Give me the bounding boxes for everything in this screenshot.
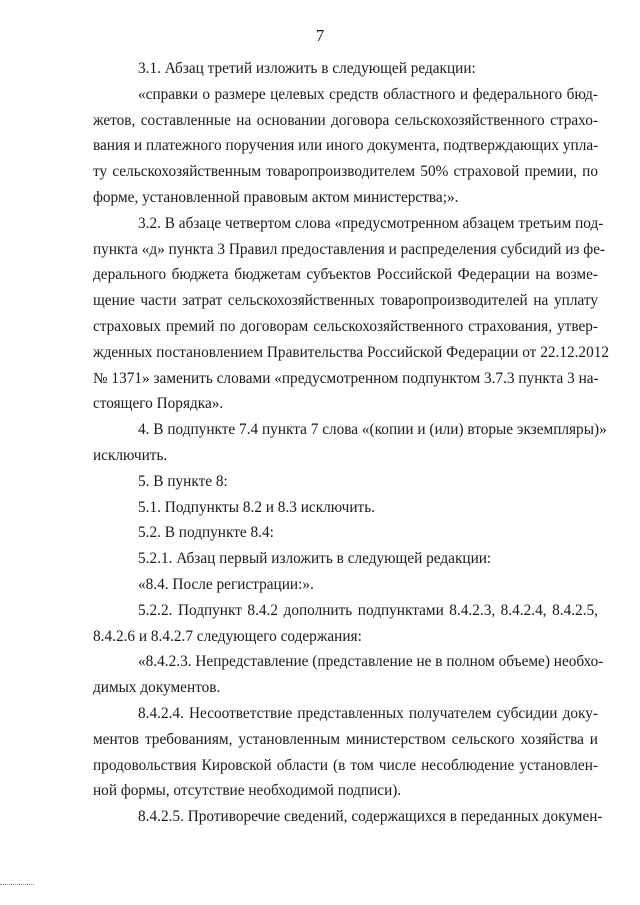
text-line: дерального бюджета бюджетам субъектов Российской Федерации на возме- (93, 266, 598, 284)
text-line: форме, установленной правовым актом министерства;». (93, 188, 459, 206)
text-line: 8.4.2.6 и 8.4.2.7 следующего содержания: (93, 627, 362, 645)
text-line: страховых премий по договорам сельскохозяйственного страхования, утвер- (93, 317, 598, 335)
text-line: 5.2.2. Подпункт 8.4.2 дополнить подпунктами 8.4.2.3, 8.4.2.4, 8.4.2.5, (138, 601, 598, 619)
text-line: исключить. (93, 446, 168, 464)
text-line: «8.4. После регистрации:». (138, 575, 314, 593)
text-line: ту сельскохозяйственным товаропроизводителем 50% страховой премии, по (93, 163, 598, 181)
text-line: стоящего Порядка». (93, 395, 224, 413)
text-line: 3.1. Абзац третий изложить в следующей редакции: (138, 60, 476, 77)
text-line: № 1371» заменить словами «предусмотренном подпунктом 3.7.3 пункта 3 на- (93, 369, 599, 387)
text-line: 5.2.1. Абзац первый изложить в следующей редакции: (138, 550, 492, 568)
scan-mark (0, 884, 34, 886)
text-line: 5.1. Подпункты 8.2 и 8.3 исключить. (138, 498, 375, 516)
text-line: жденных постановлением Правительства Российской Федерации от 22.12.2012 (93, 343, 610, 361)
text-line: продовольствия Кировской области (в том числе несоблюдение установлен- (93, 756, 598, 774)
text-line: «8.4.2.3. Непредставление (представление не в полном объеме) необхо- (138, 653, 604, 671)
text-line: 8.4.2.5. Противоречие сведений, содержащихся в переданных докумен- (138, 808, 603, 826)
text-line: 4. В подпункте 7.4 пункта 7 слова «(копии и (или) вторые экземпляры)» (138, 421, 607, 439)
text-line: димых документов. (93, 679, 221, 697)
text-line: ной формы, отсутствие необходимой подписи). (93, 782, 402, 800)
text-line: 8.4.2.4. Несоответствие представленных получателем субсидии доку- (138, 704, 598, 722)
text-line: 3.2. В абзаце четвертом слова «предусмотренном абзацем третьим под- (138, 214, 604, 232)
text-line: жетов, составленные на основании договора сельскохозяйственного страхо- (93, 111, 598, 129)
text-line: пункта «д» пункта 3 Правил предоставления и распределения субсидий из фе- (93, 240, 606, 258)
document-body (93, 56, 610, 830)
page-number: 7 (315, 26, 325, 45)
text-line: щение части затрат сельскохозяйственных товаропроизводителей на уплату (93, 292, 598, 310)
text-line: 5.2. В подпункте 8.4: (138, 524, 274, 542)
text-line: ментов требованиям, установленным министерством сельского хозяйства и (93, 730, 598, 748)
text-line: вания и платежного поручения или иного документа, подтверждающих упла- (93, 137, 599, 155)
text-line: «справки о размере целевых средств областного и федерального бюд- (138, 85, 598, 103)
text-line: 5. В пункте 8: (138, 472, 228, 490)
